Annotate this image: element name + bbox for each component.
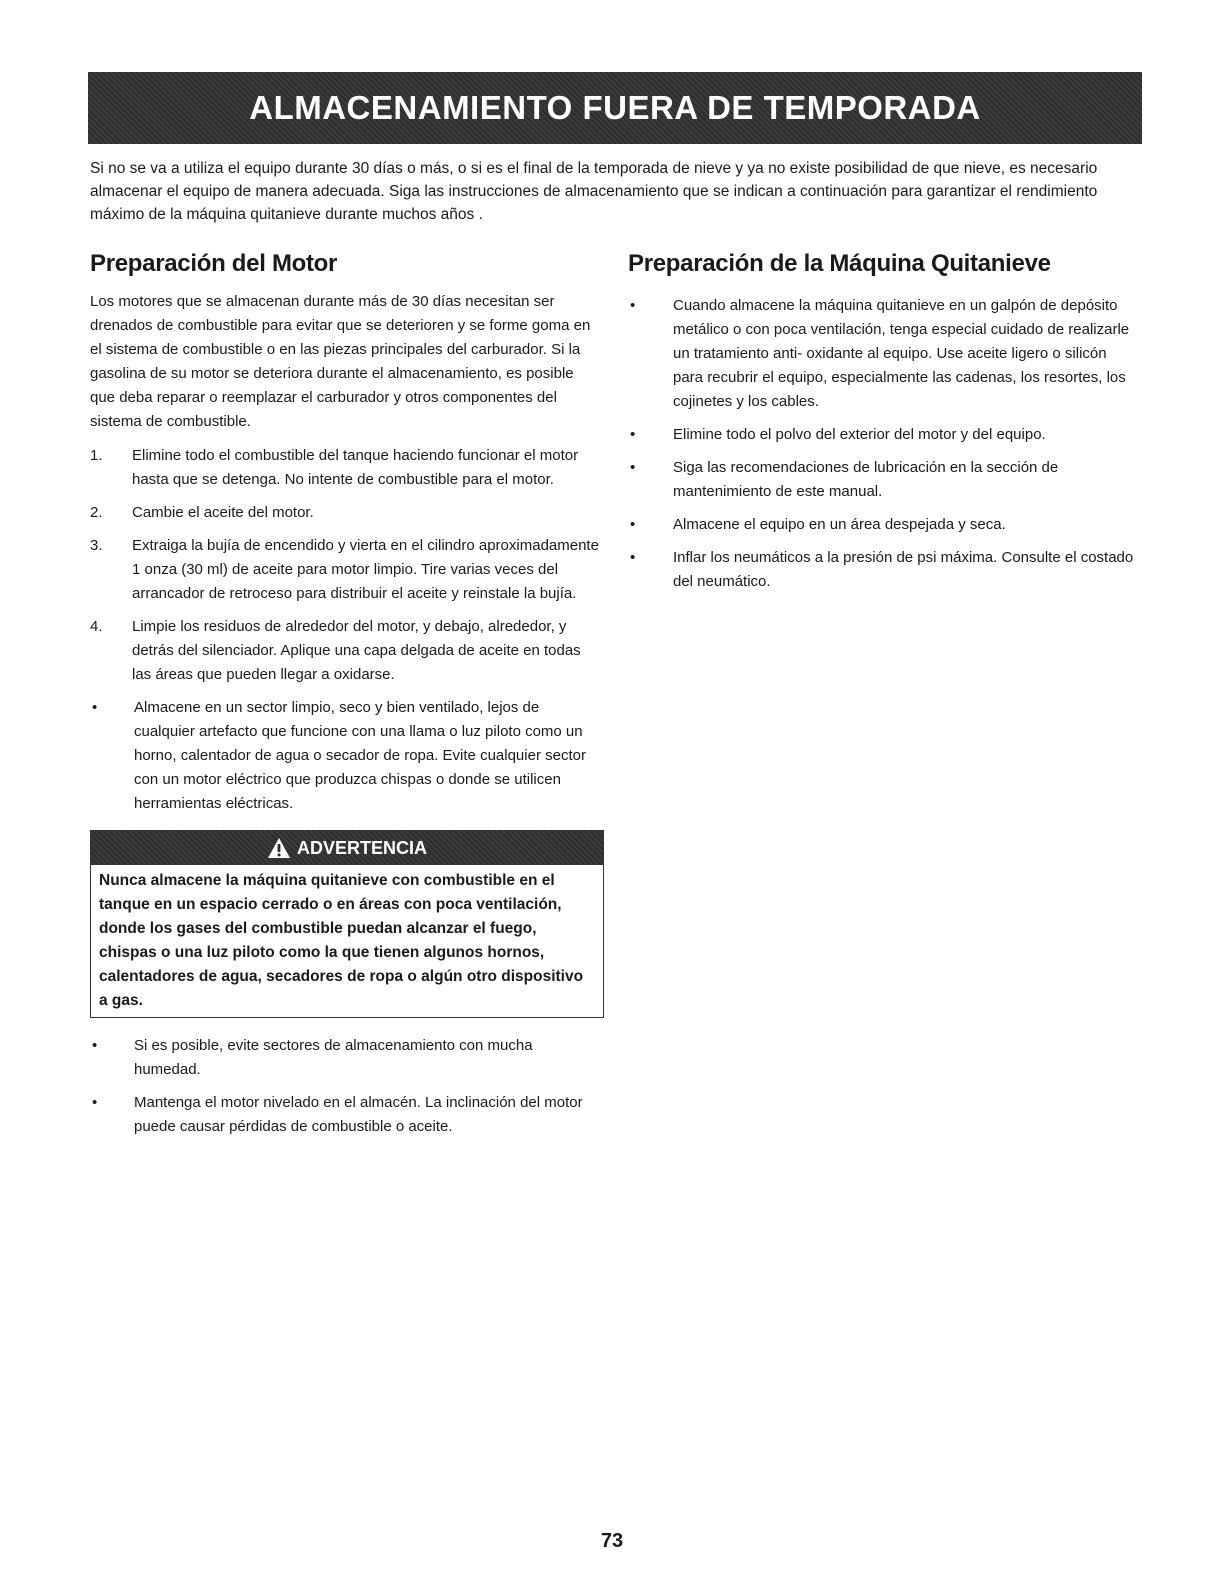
list-marker: •	[92, 1094, 98, 1111]
list-item-text: Almacene el equipo en un área despejada y seca.	[673, 516, 1006, 533]
list-item-text: Siga las recomendaciones de lubricación en la sección de mantenimiento de este manual.	[673, 459, 1059, 500]
warning-box	[90, 830, 604, 1018]
engine-preparation-section	[90, 250, 602, 1148]
storage-tips-list	[90, 1034, 602, 1139]
list-item	[90, 534, 602, 606]
engine-steps-list	[90, 444, 602, 816]
list-item	[90, 444, 602, 492]
list-item	[628, 294, 1140, 414]
snowthrower-steps-list	[628, 294, 1140, 594]
list-marker: •	[92, 1037, 98, 1054]
list-item-text: Limpie los residuos de alrededor del motor, y debajo, alrededor, y detrás del silenciador. Aplique una capa delgada de aceite en todas las áreas que pueden llegar a oxidarse.	[132, 618, 581, 683]
page-number: 73	[600, 1530, 624, 1552]
list-item	[90, 696, 602, 816]
list-marker: 3.	[90, 537, 103, 554]
list-item	[90, 1034, 602, 1082]
list-item-text: Mantenga el motor nivelado en el almacén. La inclinación del motor puede causar pérdidas de combustible o aceite.	[134, 1094, 583, 1135]
list-item-text: Cuando almacene la máquina quitanieve en un galpón de depósito metálico o con poca ventilación, tenga especial cuidado de realizarle un tratamiento anti- oxidante al equipo. Use aceite ligero o silicón para recubrir el equipo, especialmente las cadenas, los resortes, los cojinetes y los cables.	[673, 297, 1130, 410]
engine-preparation-heading: Preparación del Motor	[90, 250, 338, 277]
list-marker: •	[630, 426, 636, 443]
list-item	[628, 546, 1140, 594]
list-marker: •	[92, 699, 98, 716]
list-item	[628, 423, 1140, 447]
list-item-text: Extraiga la bujía de encendido y vierta en el cilindro aproximadamente 1 onza (30 ml) de aceite para motor limpio. Tire varias veces del arrancador de retroceso para distribuir el aceite y reinstale la bujía.	[132, 537, 599, 602]
list-item-text: Almacene en un sector limpio, seco y bien ventilado, lejos de cualquier artefacto que funcione con una llama o luz piloto como un horno, calentador de agua o secador de ropa. Evite cualquier sector con un motor eléctrico que produzca chispas o donde se utilicen herramientas eléctricas.	[134, 699, 586, 812]
engine-preparation-intro: Los motores que se almacenan durante más de 30 días necesitan ser drenados de combustible para evitar que se deterioren y se forme goma en el sistema de combustible o en las piezas principales del carburador. Si la gasolina de su motor se deteriora durante el almacenamiento, es posible que deba reparar o reemplazar el carburador y otros componentes del sistema de combustible.	[90, 293, 591, 430]
list-item	[90, 1091, 602, 1139]
list-item-text: Elimine todo el combustible del tanque haciendo funcionar el motor hasta que se detenga. No intente de combustible para el motor.	[132, 447, 579, 488]
list-item-text: Elimine todo el polvo del exterior del motor y del equipo.	[673, 426, 1046, 443]
section-banner	[88, 72, 1142, 144]
list-item-text: Inflar los neumáticos a la presión de psi máxima. Consulte el costado del neumático.	[673, 549, 1134, 590]
list-marker: 2.	[90, 504, 103, 521]
list-marker: 1.	[90, 447, 103, 464]
list-marker: •	[630, 549, 636, 566]
list-marker: •	[630, 516, 636, 533]
list-item	[90, 615, 602, 687]
snowthrower-preparation-heading: Preparación de la Máquina Quitanieve	[628, 250, 1051, 277]
list-marker: •	[630, 297, 636, 314]
list-item	[90, 501, 602, 525]
list-item-text: Si es posible, evite sectores de almacenamiento con mucha humedad.	[134, 1037, 533, 1078]
list-item	[628, 513, 1140, 537]
list-item	[628, 456, 1140, 504]
warning-text: Nunca almacene la máquina quitanieve con combustible en el tanque en un espacio cerrado o en áreas con poca ventilación, donde los gases del combustible puedan alcanzar el fuego, chispas o una luz piloto como la que tienen algunos hornos, calentadores de agua, secadores de ropa o algún otro dispositivo a gas.	[99, 872, 584, 1009]
list-item-text: Cambie el aceite del motor.	[132, 504, 314, 521]
page-title: ALMACENAMIENTO FUERA DE TEMPORADA	[249, 89, 981, 126]
warning-triangle-icon	[267, 837, 291, 859]
warning-header	[91, 831, 603, 865]
snowthrower-preparation-section	[628, 250, 1140, 603]
list-marker: •	[630, 459, 636, 476]
intro-paragraph: Si no se va a utiliza el equipo durante 30 días o más, o si es el final de la temporada de nieve y ya no existe posibilidad de que nieve, es necesario almacenar el equipo de manera adecuada. Siga las instrucciones de almacenamiento que se indican a continuación para garantizar el rendimiento máximo de la máquina quitanieve durante muchos años .	[90, 160, 1098, 223]
warning-title: ADVERTENCIA	[296, 837, 427, 858]
list-marker: 4.	[90, 618, 103, 635]
